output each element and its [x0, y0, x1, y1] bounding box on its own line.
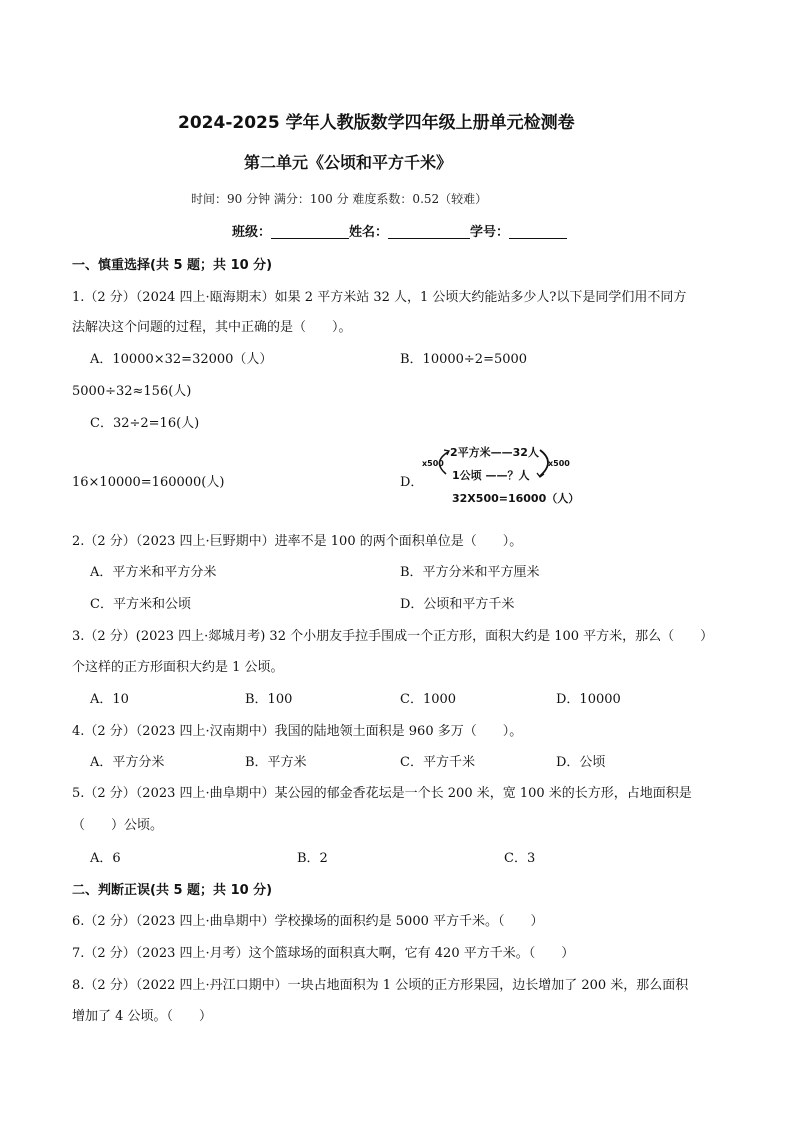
- exam-meta: 时间：90 分钟 满分：100 分 难度系数：0.52（较难）: [191, 192, 488, 206]
- diagram-row2: 1公顷 ——？人: [452, 469, 530, 482]
- q3-option-c: C．1000: [400, 692, 457, 707]
- q4-option-c: C．平方千米: [400, 755, 475, 770]
- student-info-row: [232, 221, 567, 240]
- id-blank[interactable]: [509, 224, 567, 239]
- name-label: 姓名：: [349, 225, 389, 240]
- diagram-left-factor: x500: [422, 459, 444, 468]
- diagram-calc: 32X500=16000（人）: [452, 492, 580, 505]
- diagram-right-factor: x500: [548, 459, 570, 468]
- q5-line1: 5.（2 分）（2023 四上·曲阜期中）某公园的郁金香花坛是一个长 200 米，宽 100 米的长方形，占地面积是: [72, 786, 692, 801]
- q5-option-b: B．2: [297, 851, 328, 866]
- q1-option-b-line2: 5000÷32≈156(人): [72, 384, 192, 399]
- class-label: 班级：: [232, 225, 272, 240]
- section-heading-judge: 二、判断正误(共 5 题；共 10 分): [72, 883, 273, 898]
- q8-line2: 增加了 4 公顷。（ ）: [72, 1009, 213, 1024]
- page-title: 2024-2025 学年人教版数学四年级上册单元检测卷: [178, 113, 575, 133]
- q1-option-a: A．10000×32=32000（人）: [90, 352, 273, 367]
- q4-line1: 4.（2 分）（2023 四上·汉南期中）我国的陆地领土面积是 960 多万（ ）。: [72, 724, 523, 739]
- q3-line2: 个这样的正方形面积大约是 1 公顷。: [72, 660, 284, 675]
- q7-line1: 7.（2 分）（2023 四上·月考）这个篮球场的面积真大啊，它有 420 平方千米。（ ）: [72, 946, 575, 961]
- q1-option-b-line1: B．10000÷2=5000: [400, 352, 528, 367]
- q4-option-d: D．公顷: [556, 755, 606, 770]
- q2-option-c: C．平方米和公顷: [90, 597, 191, 612]
- class-blank[interactable]: [271, 224, 349, 239]
- q1-option-d-label: D．: [400, 475, 424, 490]
- section-heading-choice: 一、慎重选择(共 5 题；共 10 分): [72, 258, 273, 273]
- q1-option-c-line1: C．32÷2=16(人): [90, 416, 200, 431]
- q1-line1: 1.（2 分）（2024 四上·瓯海期末）如果 2 平方米站 32 人，1 公顷大约能站多少人?以下是同学们用不同方: [72, 290, 687, 305]
- q1-option-d-diagram: [422, 440, 580, 510]
- q8-line1: 8.（2 分）（2022 四上·丹江口期中）一块占地面积为 1 公顷的正方形果园，边长增加了 200 米，那么面积: [72, 978, 689, 993]
- q6-line1: 6.（2 分）（2023 四上·曲阜期中）学校操场的面积约是 5000 平方千米。（ ）: [72, 914, 544, 929]
- q5-option-c: C．3: [504, 851, 536, 866]
- q2-option-d: D．公顷和平方千米: [400, 597, 515, 612]
- id-label: 学号：: [470, 225, 510, 240]
- q2-option-a: A．平方米和平方分米: [90, 565, 217, 580]
- page-subtitle: 第二单元《公顷和平方千米》: [244, 153, 453, 172]
- q3-option-a: A．10: [90, 692, 129, 707]
- q3-line1: 3.（2 分）(2023 四上·郯城月考) 32 个小朋友手拉手围成一个正方形，面积大约是 100 平方米，那么（ ）: [72, 629, 714, 644]
- q1-option-c-line2: 16×10000=160000(人): [72, 475, 225, 490]
- q1-line2: 法解决这个问题的过程，其中正确的是（ ）。: [72, 320, 352, 335]
- q3-option-d: D．10000: [556, 692, 621, 707]
- q2-option-b: B．平方分米和平方厘米: [400, 565, 540, 580]
- q4-option-a: A．平方分米: [90, 755, 165, 770]
- diagram-row1: 2平方米——32人: [450, 446, 539, 459]
- q4-option-b: B．平方米: [245, 755, 307, 770]
- q3-option-b: B．100: [245, 692, 293, 707]
- q5-option-a: A．6: [90, 851, 121, 866]
- name-blank[interactable]: [388, 224, 470, 239]
- q2-line1: 2.（2 分）（2023 四上·巨野期中）进率不是 100 的两个面积单位是（ ）。: [72, 534, 523, 549]
- q5-line2: （ ）公顷。: [72, 818, 164, 833]
